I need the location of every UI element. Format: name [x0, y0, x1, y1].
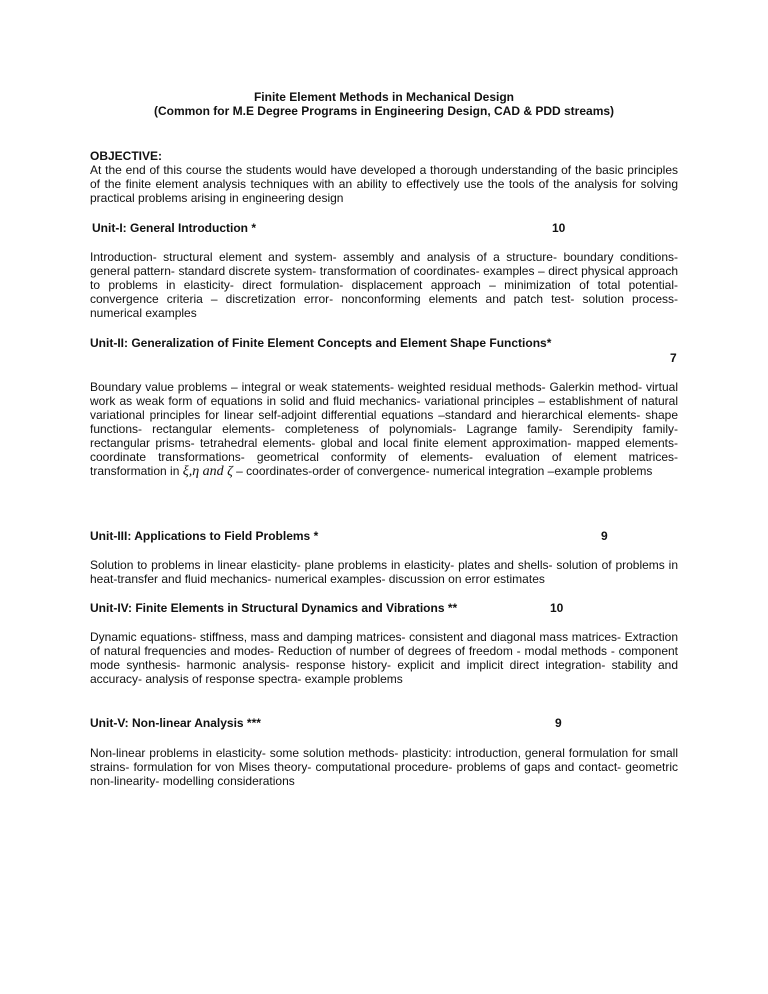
document-subtitle: (Common for M.E Degree Programs in Engineering Design, CAD & PDD streams) [153, 104, 615, 118]
objective-heading: OBJECTIVE: [90, 149, 163, 163]
unit-2-text [90, 380, 678, 479]
unit-5-hours: 9 [555, 716, 562, 730]
unit-2-math-symbols: ξ,η and ζ [182, 464, 233, 479]
unit-2-hours: 7 [670, 351, 677, 365]
unit-1-hours: 10 [552, 221, 566, 235]
unit-3-heading: Unit-III: Applications to Field Problems * [90, 529, 319, 543]
unit-4-text: Dynamic equations- stiffness, mass and damping matrices- consistent and diagonal mass matrices- Extraction of natural frequencies and modes- Reduction of number of degrees of freedom - modal methods - component mode synthesis- harmonic analysis- response history- explicit and implicit direct integration- stability and accuracy- analysis of response spectra- example problems [90, 630, 678, 686]
objective-text: At the end of this course the students would have developed a thorough understanding of the basic principles of the finite element analysis techniques with an ability to effectively use the tools of the analysis for solving practical problems arising in engineering design [90, 163, 678, 205]
unit-1-text: Introduction- structural element and system- assembly and analysis of a structure- boundary conditions- general pattern- standard discrete system- transformation of coordinates- examples – direct physical approach to problems in elasticity- direct formulation- displacement approach – minimization of total potential- convergence criteria – discretization error- nonconforming elements and patch test- solution process- numerical examples [90, 250, 678, 320]
unit-5-text: Non-linear problems in elasticity- some solution methods- plasticity: introduction, general formulation for small strains- formulation for von Mises theory- computational procedure- problems of gaps and contact- geometric non-linearity- modelling considerations [90, 746, 678, 788]
unit-5-heading: Unit-V: Non-linear Analysis *** [90, 716, 261, 730]
unit-4-heading: Unit-IV: Finite Elements in Structural Dynamics and Vibrations ** [90, 601, 458, 615]
unit-3-hours: 9 [601, 529, 608, 543]
document-title: Finite Element Methods in Mechanical Design [253, 90, 515, 104]
unit-2-heading: Unit-II: Generalization of Finite Element Concepts and Element Shape Functions* [90, 336, 552, 350]
unit-2-text-part-b: – coordinates-order of convergence- numerical integration –example problems [236, 464, 653, 478]
unit-4-hours: 10 [550, 601, 564, 615]
unit-2-text-part-a: Boundary value problems – integral or weak statements- weighted residual methods- Galerkin method- virtual work as weak form of equations in solid and fluid mechanics- variational principles – establishment of natural variational principles for linear self-adjoint differential equations –standard and hierarchical elements- shape functions- rectangular elements- completeness of polynomials- Lagrange family- Serendipity family- rectangular prisms- tetrahedral elements- global and local finite element approximation- mapped elements- coordinate transformations- geometrical conformity of elements- evaluation of element matrices- transformation in [90, 380, 678, 478]
unit-1-heading: Unit-I: General Introduction * [92, 221, 256, 235]
unit-3-text: Solution to problems in linear elasticity- plane problems in elasticity- plates and shells- solution of problems in heat-transfer and fluid mechanics- numerical examples- discussion on error estimates [90, 558, 678, 586]
